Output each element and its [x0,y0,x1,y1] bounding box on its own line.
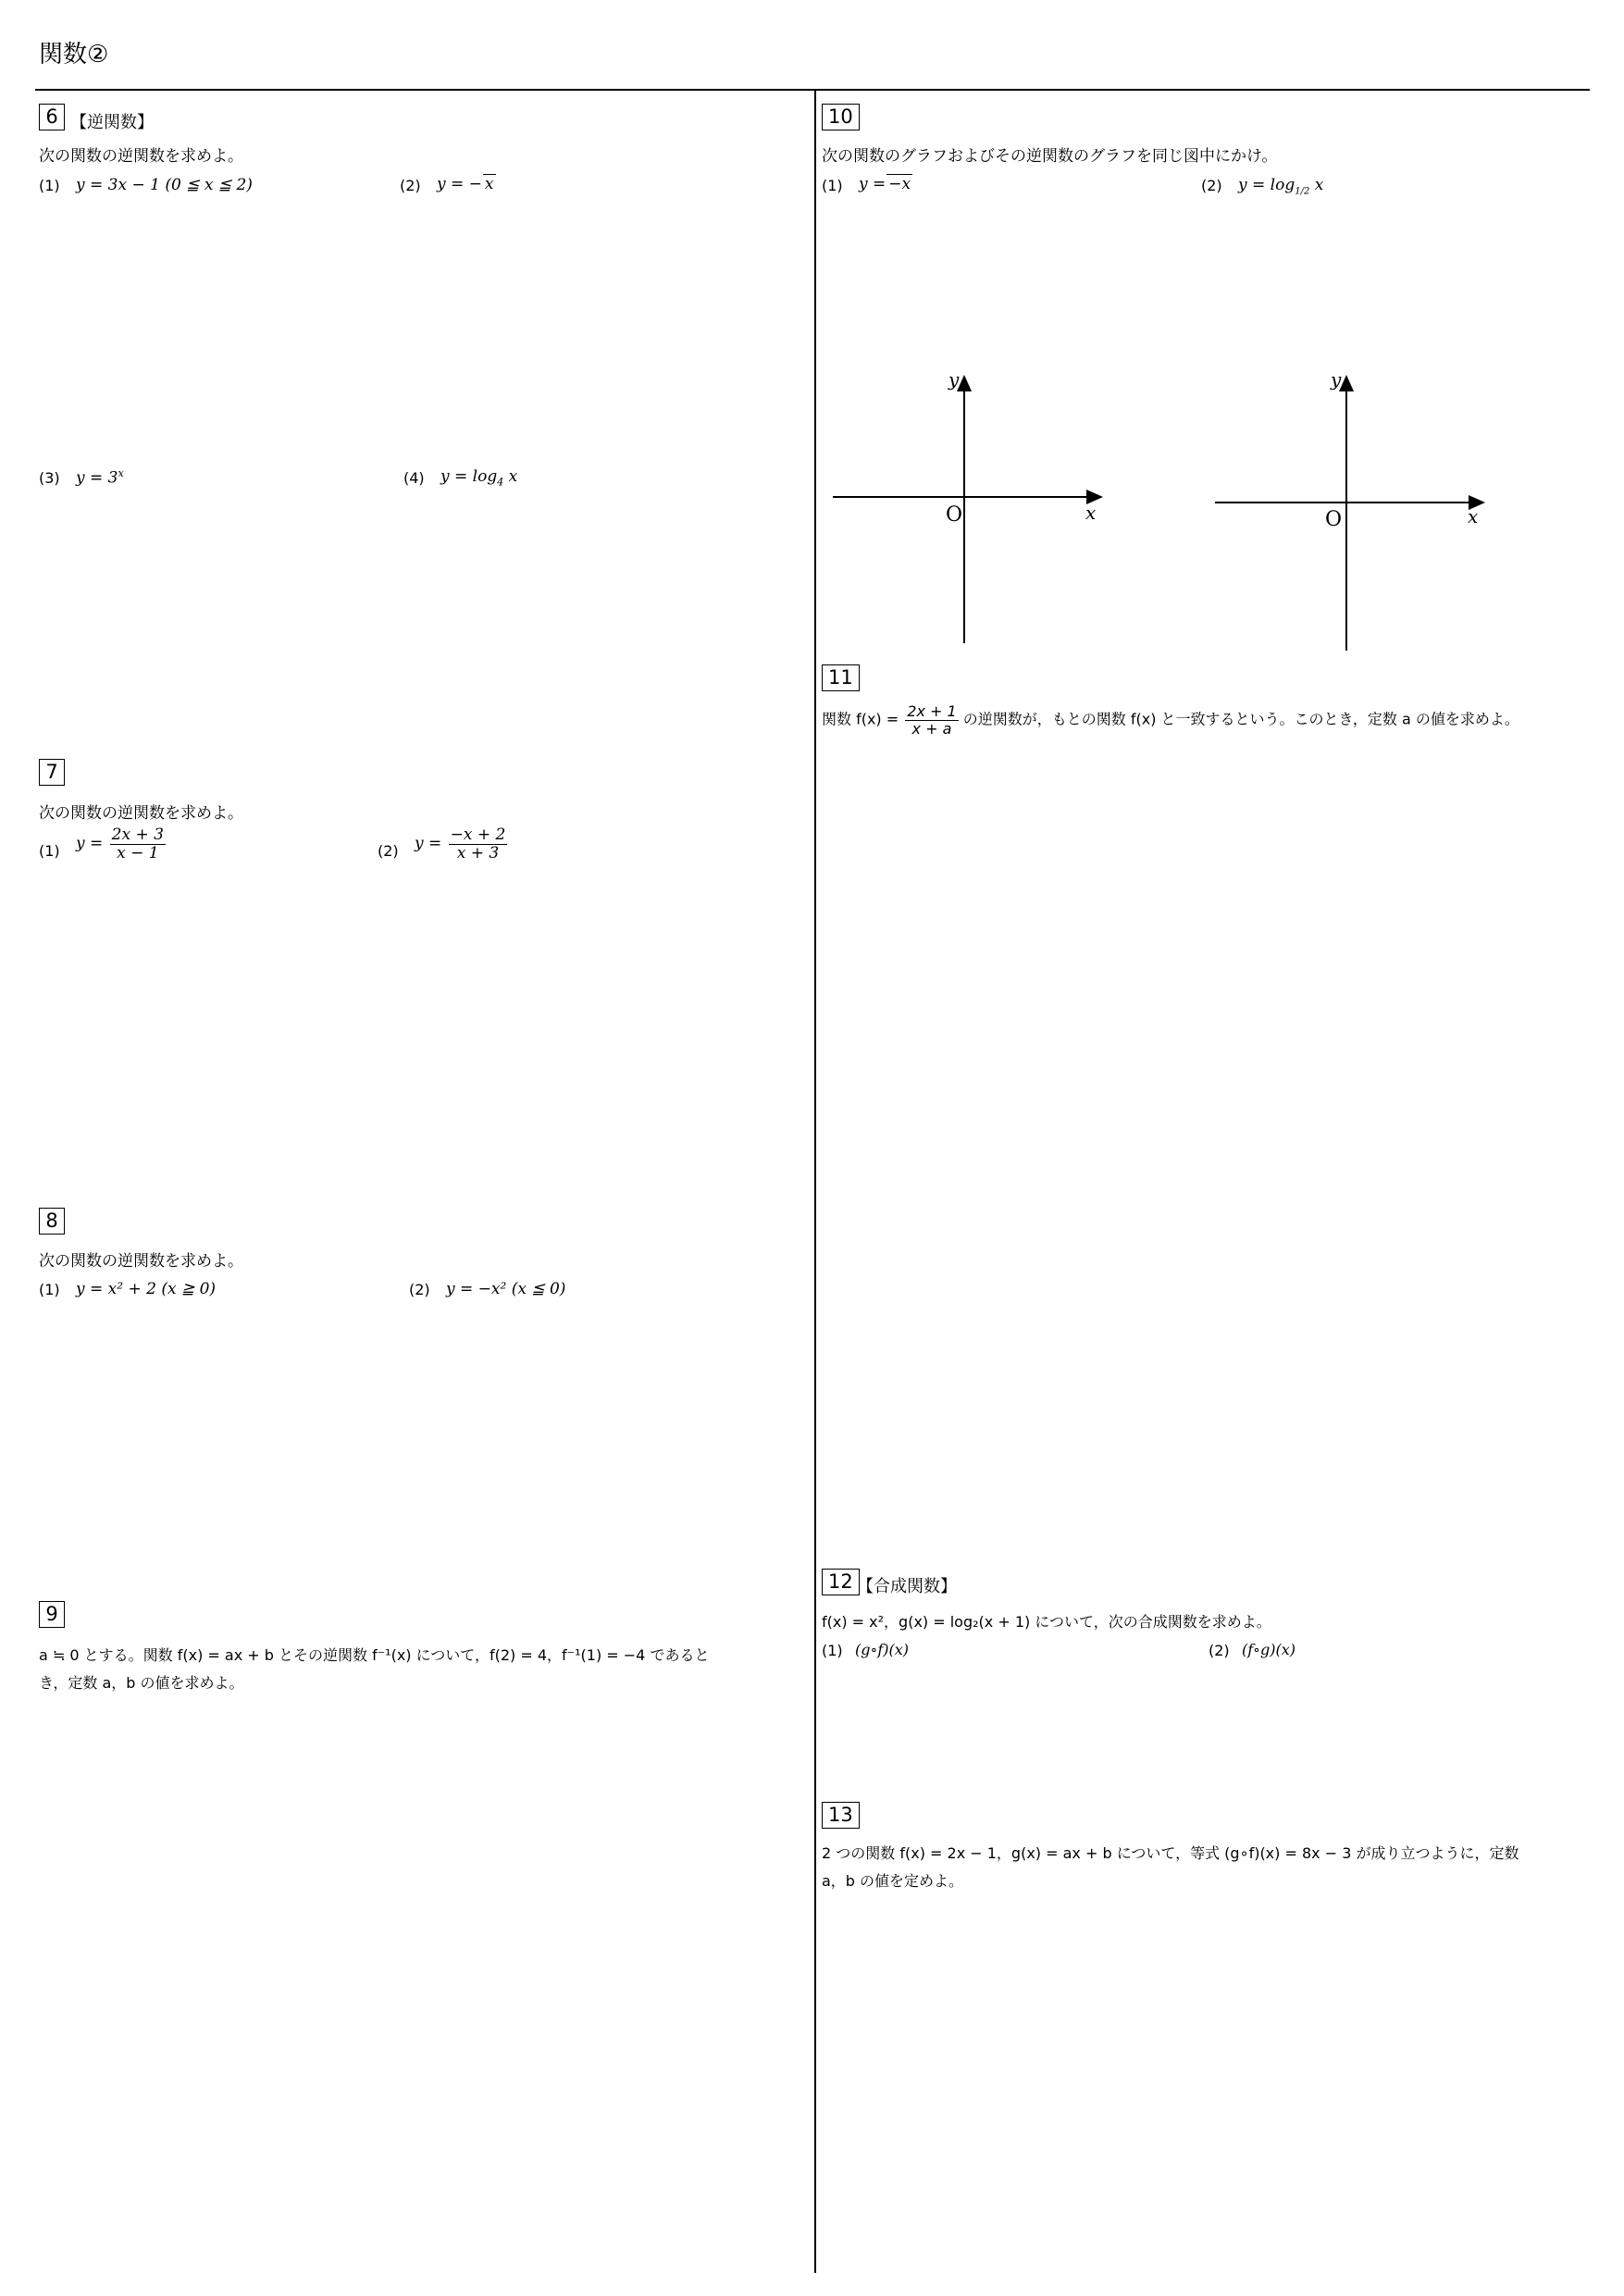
problem-10-q1: y = −x [859,175,911,193]
sqrt-neg-x: −x [888,175,911,193]
problem-6-number: 6 [39,104,65,130]
problem-12-q1-number: (1) [822,1642,843,1659]
fraction: $\frac{2x + 3}{x - 1}$ [111,825,164,863]
y-axis-label: y [948,368,960,391]
problem-10-axes-1 [824,366,1129,652]
problem-13-line-2: a，b の値を定めよ。 [822,1872,964,1890]
problem-8-q2: y = −x² (x ≦ 0) [446,1280,566,1298]
problem-6-tag: 【逆関数】 [70,113,154,132]
problem-6-q3-number: (3) [39,469,60,487]
problem-11-text: 関数 f(x) = $\frac{2x + 1}{x + a}$ の逆関数が，もとの関数 f(x) と一致するという。このとき，定数 a の値を求めよ。 [822,702,1519,738]
problem-8-instruction: 次の関数の逆関数を求めよ。 [39,1252,243,1271]
problem-6-q2: y = − x [437,175,494,193]
problem-8-q1-number: (1) [39,1281,60,1298]
problem-9-number: 9 [39,1601,65,1628]
problem-6-q1: y = 3x − 1 (0 ≦ x ≦ 2) [76,176,253,194]
problem-12-instruction: f(x) = x²，g(x) = log₂(x + 1) について，次の合成関数を求めよ。 [822,1613,1271,1631]
problem-13-number: 13 [822,1802,860,1829]
problem-10-instruction: 次の関数のグラフおよびその逆関数のグラフを同じ図中にかけ。 [822,147,1278,166]
problem-7-q2-number: (2) [378,842,399,860]
origin-label: O [946,503,963,527]
problem-8-number: 8 [39,1208,65,1235]
problem-7-instruction: 次の関数の逆関数を求めよ。 [39,804,243,823]
problem-10-number: 10 [822,104,860,130]
problem-8-q2-number: (2) [409,1281,430,1298]
origin-label: O [1325,508,1343,531]
problem-12-q2-number: (2) [1209,1642,1230,1659]
fraction: $\frac{2x + 1}{x + a}$ [907,702,957,738]
x-axis-label: x [1085,502,1097,524]
problem-10-q1-number: (1) [822,177,843,194]
problem-7-q2: y = $\frac{-x + 2}{x + 3}$ [415,825,506,863]
problem-8-q1: y = x² + 2 (x ≧ 0) [76,1280,217,1298]
problem-6-q4: $y = \log_4 x$ [440,467,518,489]
problem-12-q2: (f∘g)(x) [1242,1641,1295,1658]
problem-10-axes-2 [1206,366,1511,662]
problem-6-q1-number: (1) [39,177,60,194]
problem-7-q1: y = $\frac{2x + 3}{x - 1}$ [76,825,164,863]
page-title: 関数② [39,41,109,68]
sqrt-x: x [484,175,494,193]
problem-11-number: 11 [822,664,860,691]
problem-9-line-2: き，定数 a，b の値を求めよ。 [39,1674,244,1692]
problem-7-q1-number: (1) [39,842,60,860]
problem-9-line-1: a ≒ 0 とする。関数 f(x) = ax + b とその逆関数 f⁻¹(x) について，f(2) = 4，f⁻¹(1) = −4 であると [39,1646,710,1664]
problem-10-q2: $y = \log_{1/2} x$ [1238,176,1324,197]
problem-10-q2-number: (2) [1201,177,1222,194]
column-divider [814,89,816,2273]
header-rule [35,89,1590,91]
problem-6-instruction: 次の関数の逆関数を求めよ。 [39,147,243,166]
problem-7-number: 7 [39,759,65,786]
problem-13-line-1: 2 つの関数 f(x) = 2x − 1，g(x) = ax + b について，等式 (g∘f)(x) = 8x − 3 が成り立つように，定数 [822,1844,1519,1862]
problem-6-q4-number: (4) [403,469,425,487]
problem-12-tag: 【合成関数】 [857,1577,957,1596]
problem-12-number: 12 [822,1569,860,1595]
problem-12-q1: (g∘f)(x) [855,1641,909,1658]
fraction: $\frac{-x + 2}{x + 3}$ [450,825,506,863]
x-axis-label: x [1468,505,1479,527]
y-axis-label: y [1331,368,1342,391]
problem-6-q3: $y = 3^x$ [76,467,124,488]
problem-6-q2-number: (2) [400,177,421,194]
